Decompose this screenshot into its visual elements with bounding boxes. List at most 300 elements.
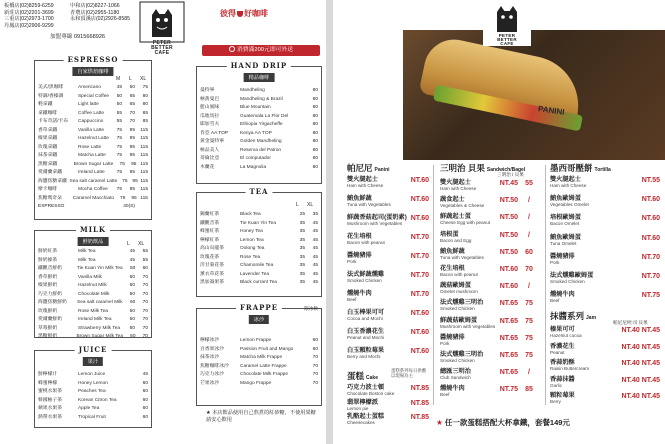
menu-row	[38, 248, 148, 257]
item-name-zh: 蜂蜜紅茶	[200, 229, 220, 234]
item-price: 70	[142, 274, 148, 280]
item-price: 95	[131, 161, 137, 167]
food-item	[347, 347, 429, 366]
food-item	[347, 399, 429, 414]
cake-title: 蛋糕 Cake	[347, 371, 378, 381]
food-name-zh: 顆粒莓果	[550, 392, 575, 399]
item-price: 60	[129, 291, 135, 297]
item-name-zh: 藍山風味	[200, 105, 220, 110]
food-name-zh: 燻燒牛肉	[440, 385, 465, 393]
item-name-zh: EXPRESSO	[38, 204, 65, 209]
item-name-zh: 愛爾蘭拿鐵	[38, 170, 62, 175]
item-price: 75	[116, 153, 122, 158]
food-price	[500, 197, 540, 204]
item-name-zh: 摩卡咖啡	[38, 187, 58, 192]
menu-row	[38, 84, 148, 93]
item-price: 50	[116, 102, 122, 107]
item-price: 55	[142, 257, 148, 263]
food-name-zh: 花生培根	[347, 233, 372, 240]
price-primary: NT.50	[499, 248, 518, 256]
item-name-en: Matcha Latte	[78, 153, 106, 158]
item-price: 80	[312, 88, 318, 93]
panini-title: 帕尼尼 Panini	[347, 163, 390, 173]
food-item	[440, 368, 540, 385]
food-name-en: Hazelnut cocoa	[550, 333, 582, 338]
item-price: 85	[142, 110, 148, 116]
item-name-en: Oolong Tea	[240, 246, 265, 251]
item-name-zh: 耶加雪夫	[200, 122, 220, 127]
item-price: 35	[299, 271, 305, 277]
item-price: 40(S)	[123, 204, 135, 209]
food-item	[347, 195, 429, 214]
menu-row	[200, 346, 318, 355]
menu-row	[38, 316, 148, 325]
food-price	[621, 360, 660, 367]
item-name-en: Hazelnut Milk	[78, 283, 107, 288]
item-price: 75	[116, 136, 122, 141]
franchise-hotline: 加盟專線 0915668926	[50, 34, 106, 40]
item-name-en: Strawberry Milk Tea	[78, 325, 121, 331]
item-price: 115	[140, 153, 148, 158]
item-name-zh: 鮮檸檬汁	[38, 372, 58, 377]
food-price	[500, 318, 540, 325]
menu-row	[38, 397, 148, 406]
menu-row	[38, 265, 148, 274]
price-panini: NT.40	[621, 376, 640, 384]
food-price	[500, 369, 540, 376]
tortilla-list	[550, 176, 660, 310]
food-item	[550, 376, 660, 393]
menu-row	[200, 96, 318, 105]
section-title: TEA	[246, 187, 273, 196]
col-head-xl: XL	[140, 76, 147, 82]
item-price: 70	[312, 380, 318, 386]
item-price: 80	[312, 113, 318, 119]
item-price: 60	[129, 317, 135, 322]
item-price: 65	[129, 93, 136, 99]
food-name-zh: 醬燒豬排	[440, 333, 465, 341]
price-primary: NT.65	[499, 351, 518, 359]
tea-section	[196, 187, 322, 297]
price-bagel: NT.45	[641, 327, 660, 334]
item-name-zh: 愛爾蘭鮮奶	[38, 317, 62, 322]
item-price: 45	[312, 254, 318, 260]
coffee-cup-icon	[237, 11, 243, 17]
menu-page-drinks	[0, 0, 326, 444]
menu-row	[38, 308, 148, 317]
item-name-en: Vanilla Latte	[78, 127, 105, 133]
food-item	[550, 326, 660, 343]
price-primary: NT.60	[499, 265, 518, 273]
item-price: 60	[129, 325, 135, 331]
section-title: HAND DRIP	[227, 61, 291, 70]
food-price: NT.85	[410, 414, 429, 421]
item-price: 45	[312, 229, 318, 234]
menu-row	[38, 101, 148, 110]
food-item	[440, 265, 540, 282]
item-name-zh: 玫瑰花茶	[200, 254, 220, 260]
food-name-zh: 乳酪起士蛋糕	[347, 413, 385, 420]
food-name-zh: 雙火腿起士	[550, 176, 581, 183]
item-name-zh: 曼特寧	[200, 88, 215, 93]
food-name-zh: 鮪魚歐姆蛋	[550, 195, 581, 203]
item-name-en: Ireland Milk Tea	[78, 317, 112, 322]
item-price: 95	[129, 187, 135, 192]
item-name-zh: 洋甘菊花茶	[200, 263, 224, 268]
item-name-zh: 黑糖鮮奶	[38, 334, 58, 339]
item-price: 35	[299, 280, 305, 285]
juice-section	[34, 345, 152, 428]
item-name-en: Mocha Coffee	[78, 187, 108, 192]
item-name-zh: 蜜桃水果茶	[38, 389, 62, 394]
food-name-zh: 法式燻雞三明治	[440, 350, 484, 358]
food-name-en: Smoked Chicken	[550, 278, 585, 284]
menu-row	[38, 380, 148, 389]
section-subtitle: 自家烘焙咖啡	[72, 67, 113, 76]
item-name-en: Caramel Macchiato	[72, 195, 115, 201]
item-name-en: Hazelnut Latte	[78, 136, 109, 141]
item-price: 45	[116, 85, 122, 90]
item-price: 70	[312, 363, 318, 369]
brand-logo: PETER BETTER CAFE	[483, 0, 531, 46]
food-item	[347, 176, 429, 195]
menu-row	[200, 130, 318, 139]
price-panini: NT.40	[621, 343, 640, 351]
item-name-en: Sea salt caramel Latte	[69, 178, 118, 184]
item-price: 70	[129, 110, 135, 116]
food-name-en: Garlic	[550, 382, 562, 388]
food-item	[347, 233, 429, 252]
food-name-en: Berry and Mochi	[347, 354, 381, 359]
menu-row	[200, 271, 318, 280]
food-price	[500, 232, 540, 239]
item-price: 115	[140, 144, 148, 150]
delivery-promo-banner: 消費滿200元即可外送	[202, 45, 320, 56]
item-name-zh: 玫瑰拿鐵	[38, 144, 58, 150]
item-name-zh: 榛果鮮奶	[38, 283, 58, 288]
item-name-en: Vanilla Milk	[78, 274, 102, 280]
sandwich-title: 三明治 貝果 Sandwich/Bagel	[440, 163, 526, 173]
price-secondary: 75	[525, 300, 533, 308]
item-price: 95	[132, 178, 138, 184]
item-price: 45	[312, 220, 318, 226]
item-price: 95	[129, 127, 135, 133]
item-name-en: Matcha Milk Frappe	[240, 355, 283, 360]
food-item	[347, 309, 429, 328]
col-head-m: M	[116, 76, 121, 82]
food-name-en: Smoked Chicken	[440, 357, 475, 363]
food-price	[621, 393, 660, 400]
frappe-rows	[200, 337, 318, 388]
food-name-zh: 法式鮮蔬燻雞	[347, 271, 385, 278]
food-price: NT.60	[410, 329, 429, 336]
menu-row	[38, 299, 148, 308]
food-name-zh: 榛果可可	[550, 326, 575, 333]
item-price: 75	[116, 170, 122, 175]
item-name-zh: 高山烏龍茶	[200, 246, 224, 251]
item-name-zh: 蘋果水果茶	[38, 406, 62, 411]
item-price: 55	[142, 249, 148, 254]
food-name-en: Pork	[347, 259, 357, 264]
item-name-en: Coffee Latte	[78, 110, 105, 116]
item-price: 35	[299, 220, 305, 226]
item-price	[135, 203, 148, 212]
item-name-zh: 鮮奶紅茶	[38, 249, 58, 254]
item-name-en: Chocolate Milk	[78, 291, 110, 297]
item-name-zh: 韓國柚子茶	[38, 397, 62, 403]
food-name-en: Vegetables & Cheese	[440, 203, 485, 209]
food-name-en: Cheese Egg with peanut	[440, 220, 491, 226]
food-name-zh: 蔬食起士	[440, 196, 465, 204]
item-name-en: Special Coffee	[77, 93, 110, 99]
food-name-en: Peanut	[550, 349, 565, 355]
cat-logo-icon	[483, 0, 531, 34]
section-subtitle: 冰沙	[249, 315, 269, 324]
food-item	[550, 195, 660, 214]
menu-row	[38, 152, 148, 161]
food-item	[550, 234, 660, 253]
item-price	[109, 203, 122, 212]
item-name-en: Caramel Latte Frappe	[240, 363, 287, 369]
section-title: ESPRESSO	[64, 55, 123, 64]
tea-rows	[200, 211, 318, 288]
menu-row	[38, 405, 148, 414]
photo-caption: PANINI	[537, 104, 566, 117]
food-name-en: Ham with Cheese	[550, 183, 587, 188]
food-item	[440, 299, 540, 316]
food-price: NT.70	[410, 272, 429, 279]
menu-row	[200, 245, 318, 254]
food-price: NT.85	[410, 399, 429, 407]
item-name-zh: 極品美人	[200, 147, 220, 153]
item-name-en: Tie Kuan Yin Milk Tea	[76, 266, 123, 271]
price-bagel: NT.45	[641, 343, 660, 351]
item-name-zh: 黃金曼特寧	[200, 139, 224, 144]
section-subtitle: 精品咖啡	[244, 73, 275, 82]
item-name-zh: 香草鮮奶	[38, 274, 58, 280]
item-price: 60	[142, 380, 148, 386]
item-price: 70	[142, 317, 148, 322]
item-price: 75	[116, 127, 122, 133]
food-name-zh: 法式燻雞歐姆蛋	[550, 271, 594, 279]
food-name-zh: 總匯三明治	[440, 368, 471, 376]
juice-rows	[38, 371, 148, 422]
menu-row	[38, 161, 148, 170]
item-price: 95	[129, 153, 135, 158]
menu-row	[38, 110, 148, 119]
food-price	[500, 386, 540, 393]
item-price: 70	[129, 119, 135, 124]
espresso-section	[34, 55, 152, 220]
item-name-en: Chamomile Tea	[240, 263, 274, 268]
food-price	[500, 352, 540, 359]
food-item	[440, 213, 540, 230]
item-name-zh: 檸檬紅茶	[200, 237, 220, 243]
food-item	[550, 343, 660, 360]
menu-row	[200, 279, 318, 288]
item-name-en: Reserva del Patron	[240, 147, 282, 153]
food-name-en: Peanut and Mochi	[347, 335, 385, 340]
item-price: 70	[142, 334, 148, 339]
item-name-zh: 木蘭花	[200, 164, 215, 170]
item-price: 80	[312, 130, 318, 136]
item-name-zh: 香草拿鐵	[38, 127, 58, 133]
cake-note: 蛋糕系列每日供應以現場為主	[391, 368, 427, 378]
col-head-l: L	[296, 202, 299, 208]
food-name-en: Beef	[550, 298, 560, 304]
food-item	[550, 214, 660, 233]
section-subtitle: 鮮奶飲品	[78, 237, 109, 246]
item-price: 60	[129, 300, 136, 305]
item-name-zh: 海鹽焦糖拿鐵	[38, 178, 67, 184]
item-name-en: Golden Mandheling	[240, 139, 282, 144]
menu-row	[200, 228, 318, 237]
iced-only-badge: 限冰飲	[304, 306, 318, 311]
food-item	[440, 351, 540, 368]
food-price: NT.75	[641, 292, 660, 300]
item-price: 95	[131, 195, 137, 201]
food-name-zh: 法式燻雞三明治	[440, 299, 484, 307]
item-price: 80	[312, 105, 318, 110]
hand-drip-rows	[200, 87, 318, 172]
menu-row	[200, 164, 318, 173]
menu-row	[38, 282, 148, 291]
branch-row: 丹鳳店(02)2906-9299	[4, 22, 54, 29]
menu-row	[38, 325, 148, 334]
food-name-en: Club Sandwich	[440, 375, 471, 381]
item-price: 35	[312, 212, 318, 217]
item-price: 65	[129, 102, 135, 107]
food-item	[550, 291, 660, 310]
slogan: 彼得 好咖啡	[220, 9, 268, 18]
item-price: 60	[312, 338, 318, 343]
menu-row	[200, 262, 318, 271]
food-name-en: Beef	[440, 392, 450, 398]
food-price	[621, 377, 660, 384]
food-name-zh: 香蒜抹醬	[550, 375, 575, 383]
item-name-en: Ethiopia Yirgacheffe	[240, 122, 283, 127]
item-name-en: Rose Tea	[240, 254, 261, 260]
item-name-en: Milk Tea	[78, 257, 96, 263]
food-item	[440, 317, 540, 334]
food-item	[440, 248, 540, 265]
price-secondary: /	[528, 369, 530, 377]
item-name-zh: 極黃曼巴	[200, 96, 220, 102]
food-name-zh: 鮪魚歐姆蛋	[550, 233, 581, 241]
food-price: NT.70	[410, 253, 429, 260]
item-name-zh: 芒果冰沙	[200, 380, 220, 386]
star-icon: ★	[436, 418, 443, 427]
item-price: 80	[312, 147, 318, 153]
menu-row	[38, 169, 148, 178]
item-name-en: Chocolate Milk Frappe	[240, 372, 288, 377]
item-price: 60	[129, 308, 135, 314]
menu-row	[200, 121, 318, 130]
food-name-en: Bacon with peanut	[440, 271, 478, 277]
item-name-zh: 肯亞 AA TOP	[200, 130, 229, 136]
item-price: 70	[312, 355, 318, 360]
jam-list	[550, 326, 660, 409]
hand-drip-section	[196, 61, 322, 184]
food-price: NT.60	[641, 234, 660, 242]
food-name-zh: 白玉棒果可可	[347, 309, 385, 316]
item-price: 60	[129, 85, 135, 90]
food-item	[550, 253, 660, 272]
item-name-zh: 巧克力鮮奶	[38, 291, 62, 297]
item-price: 95	[129, 144, 135, 150]
item-price: 115	[140, 195, 148, 201]
food-name-zh: 花生培根	[440, 264, 465, 272]
price-primary: NT.65	[499, 300, 518, 308]
menu-row	[200, 220, 318, 229]
item-price: 95	[129, 170, 135, 175]
food-name-zh: 香濃花生	[550, 342, 575, 350]
food-price	[500, 283, 540, 290]
food-name-zh: 燻燒牛肉	[550, 291, 575, 299]
food-name-zh: 鮪魚鮮蔬	[347, 195, 372, 202]
menu-row	[38, 195, 148, 204]
item-name-en: Honey Tea	[240, 229, 263, 234]
divider	[433, 165, 434, 405]
price-primary: NT.45	[499, 180, 518, 187]
item-name-zh: 卡布奇諾/卡布	[38, 119, 69, 124]
menu-row	[38, 333, 148, 342]
food-price: NT.60	[410, 196, 429, 203]
food-price: NT.85	[410, 385, 429, 392]
menu-row	[200, 237, 318, 246]
price-secondary: 55	[525, 180, 533, 187]
item-name-en: Tie Kuan Yin Tea	[240, 220, 277, 226]
menu-row	[200, 337, 318, 346]
food-name-zh: 鮮蔬起士蛋	[440, 213, 471, 221]
item-price: 80	[312, 139, 318, 144]
item-name-zh: 焦糖瑪奇朵	[38, 195, 62, 201]
divider	[545, 165, 546, 405]
item-name-zh: 黑加崙果茶	[200, 280, 224, 285]
price-secondary: /	[528, 214, 530, 222]
item-price: 80	[142, 102, 148, 107]
menu-row	[200, 155, 318, 164]
food-price	[500, 335, 540, 342]
espresso-rows	[38, 84, 148, 212]
menu-row	[38, 93, 148, 102]
menu-row	[200, 363, 318, 372]
sandwich-col-sub: 三明治 / 貝果	[497, 172, 524, 177]
item-name-zh: 草莓鮮奶	[38, 325, 58, 331]
menu-row	[38, 274, 148, 283]
food-name-en: Vegetables Omelet	[550, 202, 589, 208]
food-price: NT.60	[410, 310, 429, 317]
jam-title: 抹醬系列 Jam	[550, 311, 597, 321]
food-price	[500, 249, 540, 256]
food-name-zh: 醬燒豬排	[347, 252, 372, 259]
item-name-zh: 海鹽焦糖鮮奶	[38, 300, 67, 305]
item-name-zh: 百香果冰沙	[200, 346, 224, 352]
menu-row	[38, 127, 148, 136]
item-price: 55	[116, 119, 122, 124]
item-name-zh: 鮮奶綠茶	[38, 257, 58, 263]
price-panini: NT.40	[621, 393, 640, 400]
item-name-zh: 抹茶冰沙	[200, 355, 220, 360]
price-bagel: NT.45	[641, 360, 660, 367]
food-name-zh: 香蒜奶酥	[550, 359, 575, 366]
item-price: 35	[299, 263, 305, 268]
menu-row	[38, 388, 148, 397]
item-name-zh: 鐵觀音茶	[200, 220, 220, 226]
food-name-en: Tuna Omelet	[550, 240, 577, 246]
scooter-icon	[229, 46, 235, 52]
food-price: NT.55	[641, 177, 660, 184]
